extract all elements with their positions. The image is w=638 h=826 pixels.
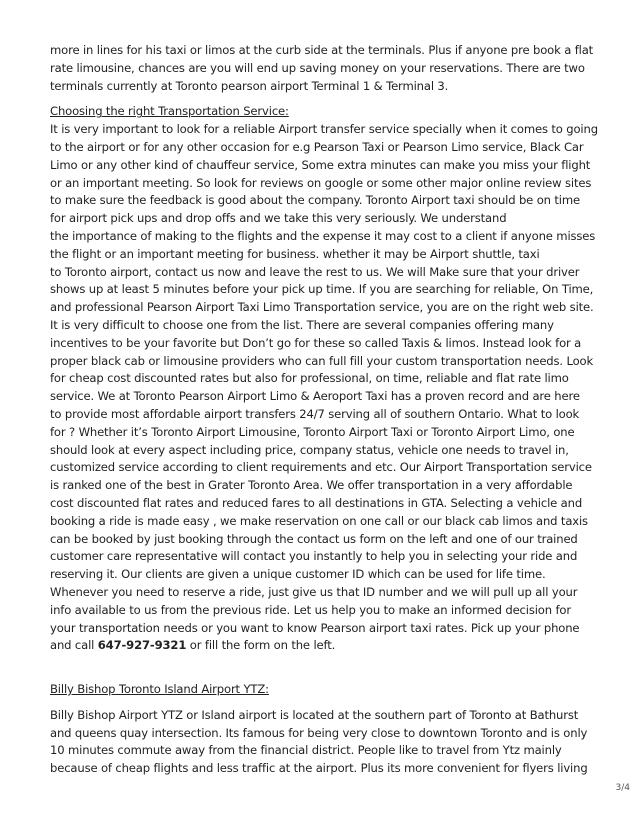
text-line: service. We at Toronto Pearson Airport Limo & Aeroport Taxi has a proven record and are here <box>50 389 580 404</box>
text-line: proper black cab or limousine providers who can full fill your custom transportation needs. Look <box>50 353 594 368</box>
text-line: more in lines for his taxi or limos at the curb side at the terminals. Plus if anyone pre book a flat <box>50 43 594 57</box>
text-line: to make sure the feedback is good about the company. Toronto Airport taxi should be on time <box>50 193 580 208</box>
intro-paragraph <box>50 42 598 95</box>
text-line: your transportation needs or you want to know Pearson airport taxi rates. Pick up your phone <box>50 620 580 635</box>
text-line: 10 minutes commute away from the financial district. People like to travel from Ytz mainly <box>50 743 562 758</box>
call-prefix: and call <box>50 638 98 653</box>
text-line: info available to us from the previous ride. Let us help you to make an informed decision for <box>50 602 571 617</box>
section-heading-billy-bishop: Billy Bishop Toronto Island Airport YTZ: <box>50 682 269 697</box>
text-line: Limo or any other kind of chauffeur service, Some extra minutes can make you miss your flight <box>50 157 591 172</box>
text-line: customized service according to client requirements and etc. Our Airport Transportation service <box>50 460 592 475</box>
text-line: to Toronto airport, contact us now and leave the rest to us. We will Make sure that your driver <box>50 264 580 279</box>
text-line: the importance of making to the flights and the expense it may cost to a client if anyone misses <box>50 228 596 243</box>
text-line: It is very important to look for a reliable Airport transfer service specially when it comes to going <box>50 122 598 137</box>
text-line: and queens quay intersection. Its famous for being very close to downtown Toronto and is only <box>50 725 588 740</box>
text-line: for cheap cost discounted rates but also for professional, on time, reliable and flat rate limo <box>50 371 569 386</box>
text-line: to the airport or for any other occasion for e.g Pearson Taxi or Pearson Limo service, Black Car <box>50 139 584 154</box>
text-line: should look at every aspect including price, company status, vehicle one needs to travel in, <box>50 442 569 457</box>
section-heading-transportation: Choosing the right Transportation Service: <box>50 104 289 119</box>
text-line: shows up at least 5 minutes before your pick up time. If you are searching for reliable, On Time, <box>50 282 594 297</box>
text-line: is ranked one of the best in Grater Toronto Area. We offer transportation in a very affordable <box>50 478 573 493</box>
text-line: can be booked by just booking through the contact us form on the left and one of our trained <box>50 531 578 546</box>
text-line: because of cheap flights and less traffic at the airport. Plus its more convenient for flyers living <box>50 761 588 776</box>
text-line: for airport pick ups and drop offs and we take this very seriously. We understand <box>50 211 507 226</box>
text-line: Billy Bishop Airport YTZ or Island airport is located at the southern part of Toronto at Bathurst <box>50 707 579 722</box>
billy-bishop-paragraph <box>50 707 598 778</box>
text-line: to provide most affordable airport transfers 24/7 serving all of southern Ontario. What to look <box>50 406 580 421</box>
text-line: customer care representative will contact you instantly to help you in selecting your ride and <box>50 549 578 564</box>
text-line: reserving it. Our clients are given a unique customer ID which can be used for life time. <box>50 567 546 582</box>
text-line: terminals currently at Toronto pearson airport Terminal 1 & Terminal 3. <box>50 78 449 93</box>
text-line: Whenever you need to reserve a ride, just give us that ID number and we will pull up all your <box>50 584 578 599</box>
call-line <box>50 637 598 655</box>
transportation-paragraph <box>50 121 598 655</box>
text-line: rate limousine, chances are you will end up saving money on your reservations. There are two <box>50 60 585 75</box>
text-line: booking a ride is made easy , we make reservation on one call or our black cab limos and taxis <box>50 513 588 528</box>
page-number: 3/4 <box>615 783 630 793</box>
text-line: and professional Pearson Airport Taxi Limo Transportation service, you are on the right web site. <box>50 300 594 315</box>
call-suffix: or fill the form on the left. <box>186 638 336 653</box>
text-line: cost discounted flat rates and reduced fares to all destinations in GTA. Selecting a vehicle and <box>50 495 583 510</box>
text-line: incentives to be your favorite but Don’t go for these so called Taxis & limos. Instead look for a <box>50 335 582 350</box>
text-line: or an important meeting. So look for reviews on google or some other major online review sites <box>50 175 592 190</box>
text-line: It is very difficult to choose one from the list. There are several companies offering many <box>50 317 554 332</box>
text-line: the flight or an important meeting for business. whether it may be Airport shuttle, taxi <box>50 246 540 261</box>
text-line: for ? Whether it’s Toronto Airport Limousine, Toronto Airport Taxi or Toronto Airport Limo, one <box>50 424 575 439</box>
phone-number: 647-927-9321 <box>97 638 187 653</box>
document-page <box>50 42 598 778</box>
